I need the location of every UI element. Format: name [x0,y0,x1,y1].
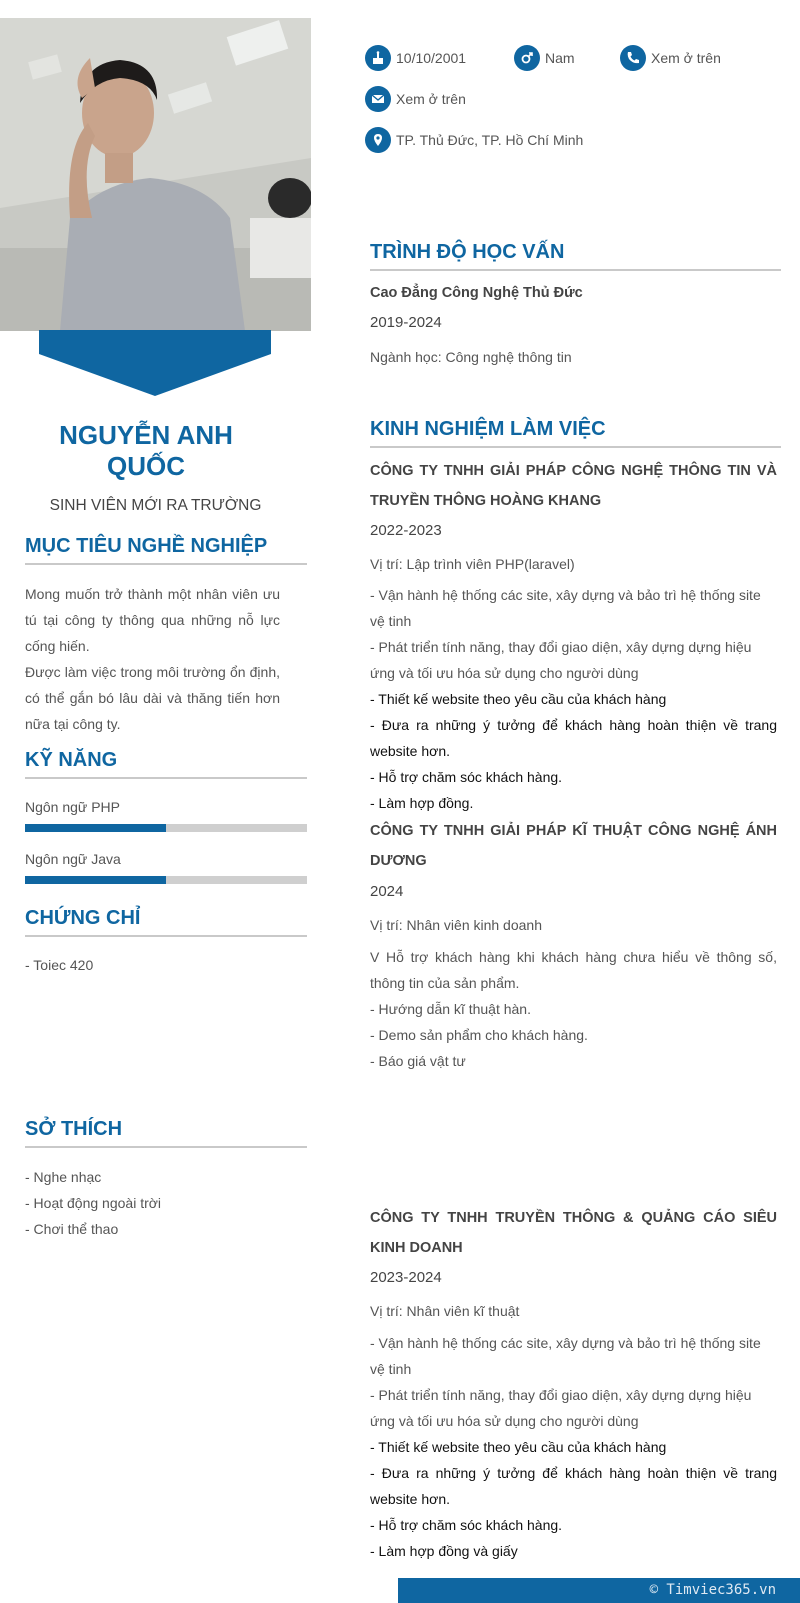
phone-value: Xem ở trên [651,50,721,66]
gender-value: Nam [545,50,575,66]
job-1-duty: - Làm hợp đồng. [370,795,474,811]
skill-bar-java [25,876,307,884]
certificates-title: CHỨNG CHỈ [25,907,307,937]
skill-bar-php-fill [25,824,166,832]
birthday-value: 10/10/2001 [396,50,467,66]
objective-text-1: Mong muốn trở thành một nhân viên ưu tú tại công ty thông qua những nỗ lực cống hiến. [25,586,280,654]
job-2-position: Vị trí: Nhân viên kinh doanh [370,917,542,933]
candidate-subtitle: SINH VIÊN MỚI RA TRƯỜNG [49,497,262,514]
hobby-item: - Nghe nhạc [25,1169,102,1185]
education-major: Ngành học: Công nghệ thông tin [370,349,572,365]
job-2-duty: V Hỗ trợ khách hàng khi khách hàng chưa hiểu về thông số, thông tin của sản phẩm. [370,949,777,991]
education-period: 2019-2024 [370,314,442,331]
name-line-2: QUỐC [107,451,185,481]
map-pin-icon [365,127,391,153]
email-icon [365,86,391,112]
profile-photo [0,18,311,331]
job-3-position: Vị trí: Nhân viên kĩ thuật [370,1303,520,1319]
job-1-period: 2022-2023 [370,522,442,539]
candidate-name [0,420,292,482]
hobbies-title: SỞ THÍCH [25,1118,307,1148]
job-2-duty: - Báo giá vật tư [370,1053,466,1069]
education-school: Cao Đẳng Công Nghệ Thủ Đức [370,285,583,301]
job-1-position: Vị trí: Lập trình viên PHP(laravel) [370,556,575,572]
name-line-1: NGUYỄN ANH [59,420,233,450]
skill-bar-java-fill [25,876,166,884]
gender-icon [514,45,540,71]
contact-address [365,127,583,153]
job-1-duty: - Hỗ trợ chăm sóc khách hàng. [370,769,563,785]
contact-phone [620,45,721,71]
footer-watermark: © Timviec365.vn [398,1578,800,1603]
skills-title: KỸ NĂNG [25,749,307,779]
address-value: TP. Thủ Đức, TP. Hồ Chí Minh [396,132,584,148]
email-value: Xem ở trên [396,91,466,107]
skill-label-php: Ngôn ngữ PHP [25,799,120,815]
photo-ribbon [39,330,271,396]
job-1-company: CÔNG TY TNHH GIẢI PHÁP CÔNG NGHỆ THÔNG TIN VÀ TRUYỀN THÔNG HOÀNG KHANG [370,463,777,509]
hobbies-list [25,1164,161,1242]
job-3-duty: - Đưa ra những ý tưởng để khách hàng hoàn thiện về trang website hơn. [370,1465,777,1507]
contact-gender [514,45,575,71]
skill-label-java: Ngôn ngữ Java [25,851,121,867]
job-2-period: 2024 [370,883,404,900]
education-title: TRÌNH ĐỘ HỌC VẤN [370,241,781,271]
job-3-period: 2023-2024 [370,1269,442,1286]
objective-title: MỤC TIÊU NGHỀ NGHIỆP [25,535,307,565]
job-3-duty: - Hỗ trợ chăm sóc khách hàng. [370,1517,563,1533]
job-2-company: CÔNG TY TNHH GIẢI PHÁP KĨ THUẬT CÔNG NGHỆ ÁNH DƯƠNG [370,823,777,869]
cake-icon [365,45,391,71]
job-2-duty: - Demo sản phẩm cho khách hàng. [370,1027,588,1043]
job-3-duty: - Làm hợp đồng và giấy [370,1543,518,1559]
job-2-duty: - Hướng dẫn kĩ thuật hàn. [370,1001,531,1017]
job-1-duty: - Đưa ra những ý tưởng để khách hàng hoàn thiện về trang website hơn. [370,717,777,759]
hobby-item: - Chơi thể thao [25,1221,119,1237]
job-1-duty: - Vận hành hệ thống các site, xây dựng và bảo trì hệ thống site vệ tinh [370,587,761,629]
hobby-item: - Hoạt động ngoài trời [25,1195,162,1211]
job-3-duty: - Phát triển tính năng, thay đổi giao diện, xây dựng dựng hiệu ứng và tối ưu hóa sử dụng cho người dùng [370,1387,752,1429]
job-3-duty: - Vận hành hệ thống các site, xây dựng và bảo trì hệ thống site vệ tinh [370,1335,761,1377]
job-1-duty: - Thiết kế website theo yêu cầu của khách hàng [370,691,667,707]
job-1-duty: - Phát triển tính năng, thay đổi giao diện, xây dựng dựng hiệu ứng và tối ưu hóa sử dụng cho người dùng [370,639,752,681]
job-3-duty: - Thiết kế website theo yêu cầu của khách hàng [370,1439,667,1455]
job-3-company: CÔNG TY TNHH TRUYỀN THÔNG & QUẢNG CÁO SIÊU KINH DOANH [370,1210,777,1256]
contact-email [365,86,466,112]
phone-icon [620,45,646,71]
objective-text-2: Được làm việc trong môi trường ổn định, có thể gắn bó lâu dài và thăng tiến hơn nữa tại công ty. [25,664,280,732]
experience-title: KINH NGHIỆM LÀM VIỆC [370,418,781,448]
skill-bar-php [25,824,307,832]
contact-birthday [365,45,466,71]
certificate-item: - Toiec 420 [25,957,94,973]
